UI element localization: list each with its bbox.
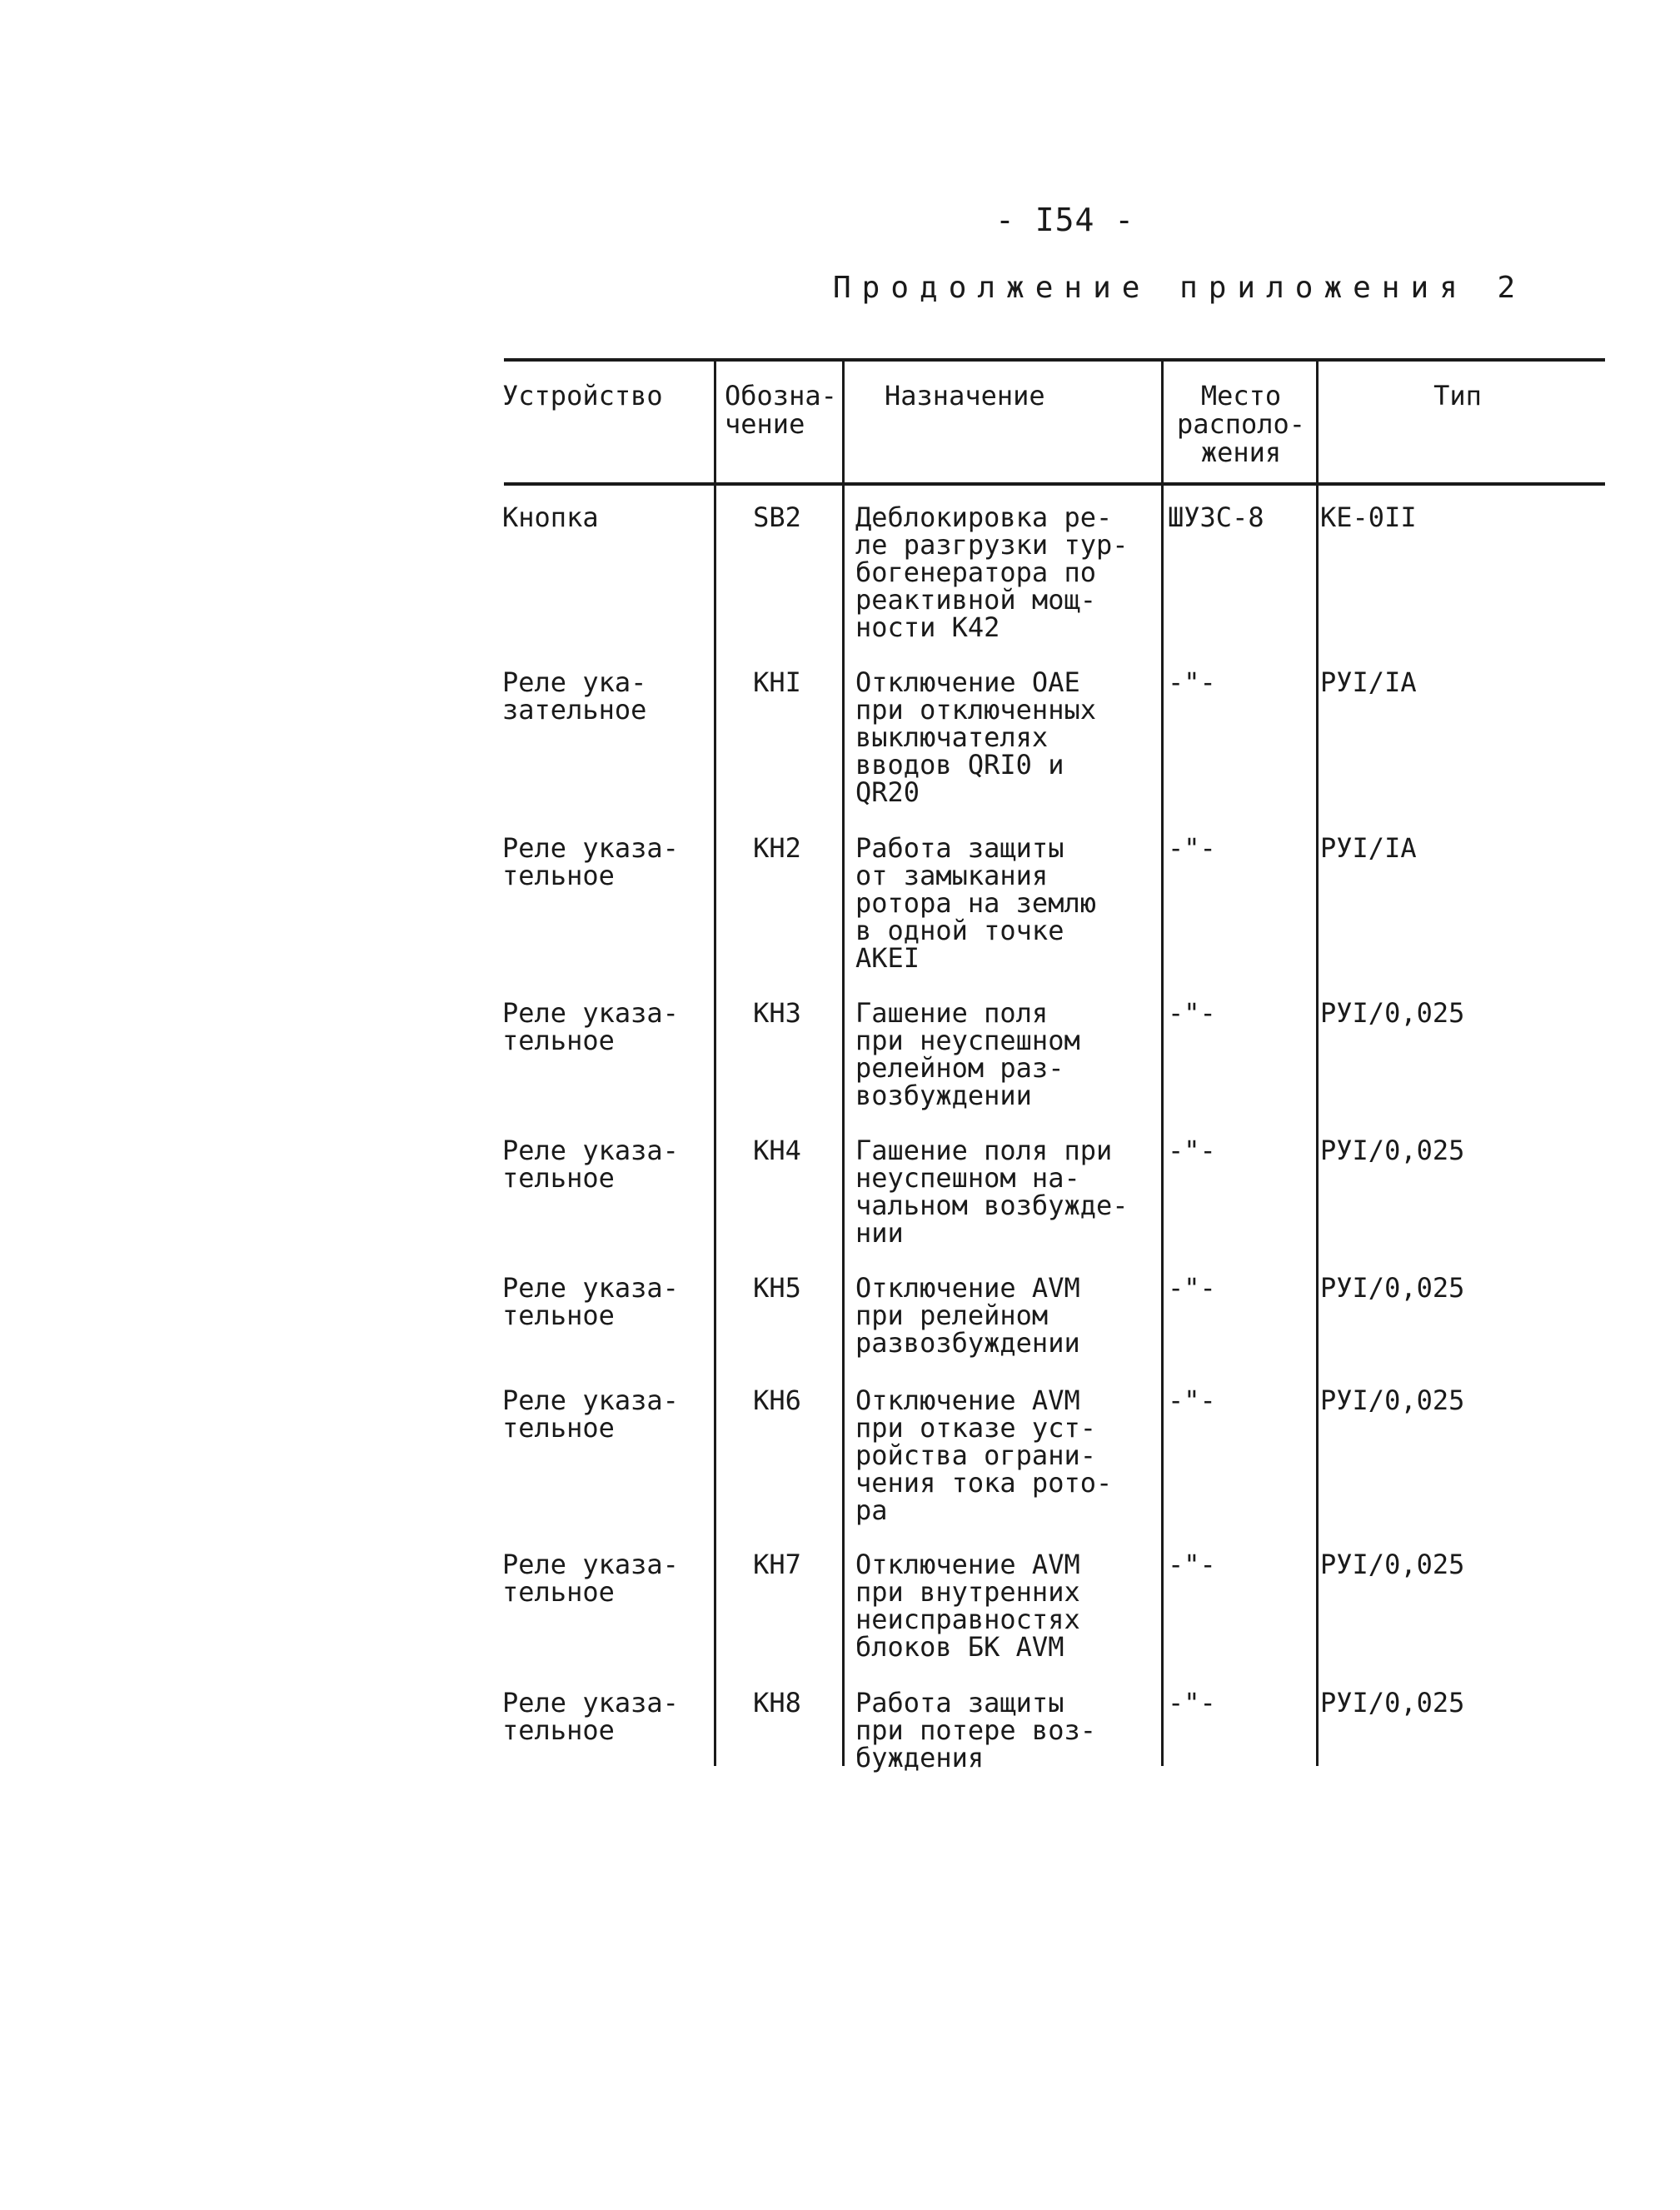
cell-designation: КНI bbox=[753, 666, 801, 698]
column-divider-4 bbox=[1316, 360, 1319, 1766]
cell-designation: КН7 bbox=[753, 1549, 801, 1580]
cell-type: РУI/0,025 bbox=[1320, 1384, 1465, 1416]
cell-purpose: Работа защиты при потере воз- буждения bbox=[855, 1687, 1096, 1773]
cell-device: Реле указа- тельное bbox=[502, 1135, 679, 1194]
cell-purpose: Работа защиты от замыкания ротора на землю в одной точке АКЕI bbox=[855, 832, 1096, 974]
header-designation: Обозна- чение bbox=[725, 380, 837, 440]
cell-location: -"- bbox=[1168, 1384, 1216, 1416]
column-divider-1 bbox=[714, 360, 716, 1766]
cell-device: Реле указа- тельное bbox=[502, 1272, 679, 1331]
cell-type: РУI/0,025 bbox=[1320, 997, 1465, 1029]
cell-designation: КН5 bbox=[753, 1272, 801, 1304]
cell-device: Реле указа- тельное bbox=[502, 1687, 679, 1746]
cell-location: ШУЗС-8 bbox=[1168, 501, 1264, 533]
cell-device: Реле указа- тельное bbox=[502, 1549, 679, 1608]
cell-location: -"- bbox=[1168, 1135, 1216, 1166]
cell-device: Реле ука- зательное bbox=[502, 666, 647, 726]
cell-designation: КН2 bbox=[753, 832, 801, 864]
cell-type: РУI/0,025 bbox=[1320, 1549, 1465, 1580]
header-type: Тип bbox=[1433, 380, 1482, 412]
cell-device: Реле указа- тельное bbox=[502, 997, 679, 1056]
cell-location: -"- bbox=[1168, 1687, 1216, 1719]
header-device: Устройство bbox=[502, 380, 663, 412]
cell-purpose: Гашение поля при неуспешном релейном раз- возбуждении bbox=[855, 997, 1080, 1111]
cell-purpose: Отключение ОАЕ при отключенных выключателях вводов QRI0 и QR20 bbox=[855, 666, 1096, 808]
cell-device: Кнопка bbox=[502, 501, 599, 533]
cell-location: -"- bbox=[1168, 832, 1216, 864]
cell-purpose: Отключение АVМ при релейном развозбуждении bbox=[855, 1272, 1080, 1359]
cell-designation: КН6 bbox=[753, 1384, 801, 1416]
column-divider-3 bbox=[1161, 360, 1164, 1766]
cell-type: РУI/IА bbox=[1320, 666, 1417, 698]
column-divider-2 bbox=[842, 360, 845, 1766]
page-number: - I54 - bbox=[995, 202, 1135, 238]
cell-type: РУI/0,025 bbox=[1320, 1687, 1465, 1719]
table-top-rule bbox=[504, 358, 1605, 362]
cell-purpose: Гашение поля при неуспешном на- чальном возбужде- нии bbox=[855, 1135, 1129, 1249]
cell-device: Реле указа- тельное bbox=[502, 832, 679, 891]
cell-type: РУI/0,025 bbox=[1320, 1272, 1465, 1304]
table-header-rule bbox=[504, 482, 1605, 486]
cell-designation: КН3 bbox=[753, 997, 801, 1029]
appendix-caption: Продолжение приложения 2 bbox=[833, 271, 1527, 305]
cell-type: РУI/IА bbox=[1320, 832, 1417, 864]
cell-location: -"- bbox=[1168, 1272, 1216, 1304]
cell-designation: КН4 bbox=[753, 1135, 801, 1166]
cell-designation: КН8 bbox=[753, 1687, 801, 1719]
cell-location: -"- bbox=[1168, 1549, 1216, 1580]
cell-type: РУI/0,025 bbox=[1320, 1135, 1465, 1166]
cell-purpose: Отключение АVМ при отказе уст- ройства ограни- чения тока рото- ра bbox=[855, 1384, 1113, 1526]
cell-purpose: Деблокировка ре- ле разгрузки тур- богенератора по реактивной мощ- ности К42 bbox=[855, 501, 1129, 643]
cell-device: Реле указа- тельное bbox=[502, 1384, 679, 1444]
cell-type: КЕ-0II bbox=[1320, 501, 1417, 533]
header-location: Место располо- жения bbox=[1176, 380, 1306, 468]
cell-purpose: Отключение АVМ при внутренних неисправностях блоков БК АVМ bbox=[855, 1549, 1080, 1663]
cell-location: -"- bbox=[1168, 666, 1216, 698]
header-purpose: Назначение bbox=[885, 380, 1045, 412]
cell-designation: SB2 bbox=[753, 501, 801, 533]
cell-location: -"- bbox=[1168, 997, 1216, 1029]
